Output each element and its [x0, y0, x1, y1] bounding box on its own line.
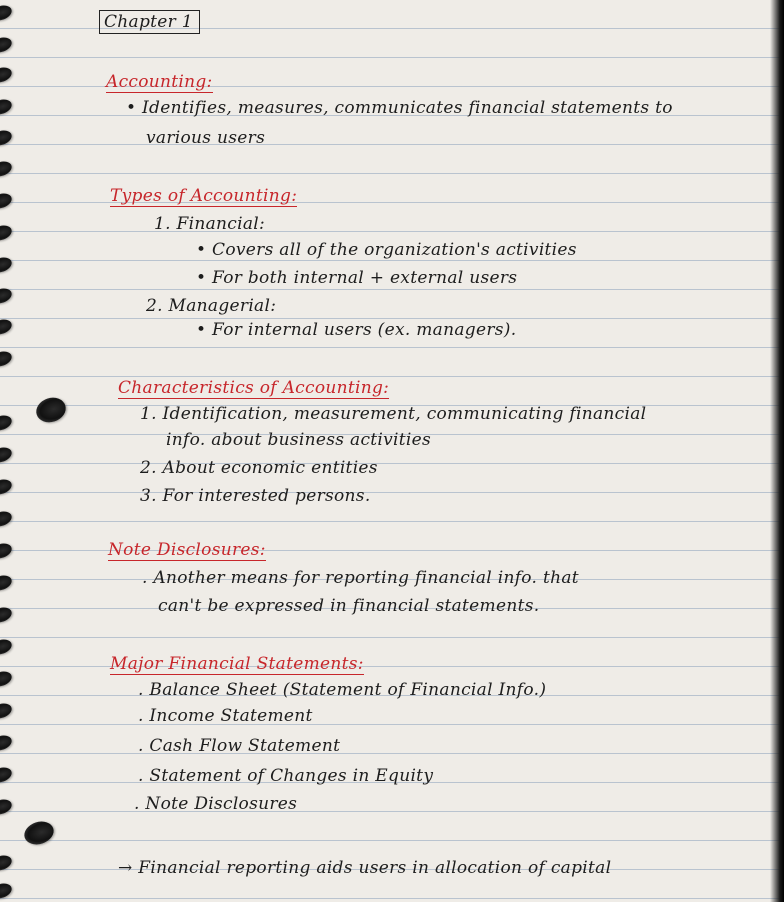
major-statements-item: . Income Statement	[138, 706, 313, 726]
binding-hole	[0, 445, 14, 465]
binding-hole	[0, 853, 14, 873]
characteristics-heading: Characteristics of Accounting:	[118, 378, 390, 398]
binding-hole	[0, 541, 14, 561]
binding-hole	[0, 413, 14, 433]
financial-item: • For both internal + external users	[196, 268, 518, 288]
characteristics-item1-line1: 1. Identification, measurement, communicating financial	[140, 404, 647, 424]
binding-hole	[0, 65, 14, 85]
binding-hole	[0, 797, 14, 817]
accounting-bullet-line1: • Identifies, measures, communicates financial statements to	[126, 98, 673, 118]
binding-hole	[0, 605, 14, 625]
binding-hole	[0, 477, 14, 497]
binding-hole	[0, 573, 14, 593]
binding-hole	[0, 509, 14, 529]
note-disclosures-heading: Note Disclosures:	[108, 540, 266, 560]
chapter-title: Chapter 1	[99, 10, 200, 34]
binding-hole-large	[21, 818, 56, 848]
binding-hole	[0, 97, 14, 117]
note-disclosures-line2: can't be expressed in financial statements.	[158, 596, 540, 616]
binding-hole	[0, 128, 14, 148]
binding-hole	[0, 286, 14, 306]
binding-hole-large	[33, 394, 69, 426]
binding-hole	[0, 701, 14, 721]
note-disclosures-line1: . Another means for reporting financial info. that	[142, 568, 579, 588]
types-heading: Types of Accounting:	[110, 186, 298, 206]
financial-item: • Covers all of the organization's activities	[196, 240, 577, 260]
binding-hole	[0, 255, 14, 275]
financial-label: 1. Financial:	[154, 214, 266, 234]
major-statements-item: . Balance Sheet (Statement of Financial Info.)	[138, 680, 547, 700]
major-statements-item: . Note Disclosures	[134, 794, 298, 814]
binding-hole	[0, 159, 14, 179]
conclusion-line: → Financial reporting aids users in allocation of capital	[118, 858, 612, 878]
binding-hole	[0, 669, 14, 689]
accounting-bullet-line2: various users	[146, 128, 266, 148]
binding-hole	[0, 3, 14, 23]
binding-hole	[0, 191, 14, 211]
binding-hole	[0, 765, 14, 785]
major-statements-item: . Statement of Changes in Equity	[138, 766, 434, 786]
characteristics-item3: 3. For interested persons.	[140, 486, 371, 506]
characteristics-item1-line2: info. about business activities	[166, 430, 432, 450]
page-edge-shadow	[770, 0, 784, 902]
accounting-heading: Accounting:	[106, 72, 213, 92]
binding-hole	[0, 733, 14, 753]
binding-hole	[0, 223, 14, 243]
characteristics-item2: 2. About economic entities	[140, 458, 378, 478]
binding-hole	[0, 35, 14, 55]
major-statements-heading: Major Financial Statements:	[110, 654, 364, 674]
binding-hole	[0, 881, 14, 901]
managerial-label: 2. Managerial:	[146, 296, 277, 316]
binding-hole	[0, 349, 14, 369]
major-statements-item: . Cash Flow Statement	[138, 736, 341, 756]
binding-hole	[0, 317, 14, 337]
binding-hole	[0, 637, 14, 657]
managerial-item: • For internal users (ex. managers).	[196, 320, 517, 340]
